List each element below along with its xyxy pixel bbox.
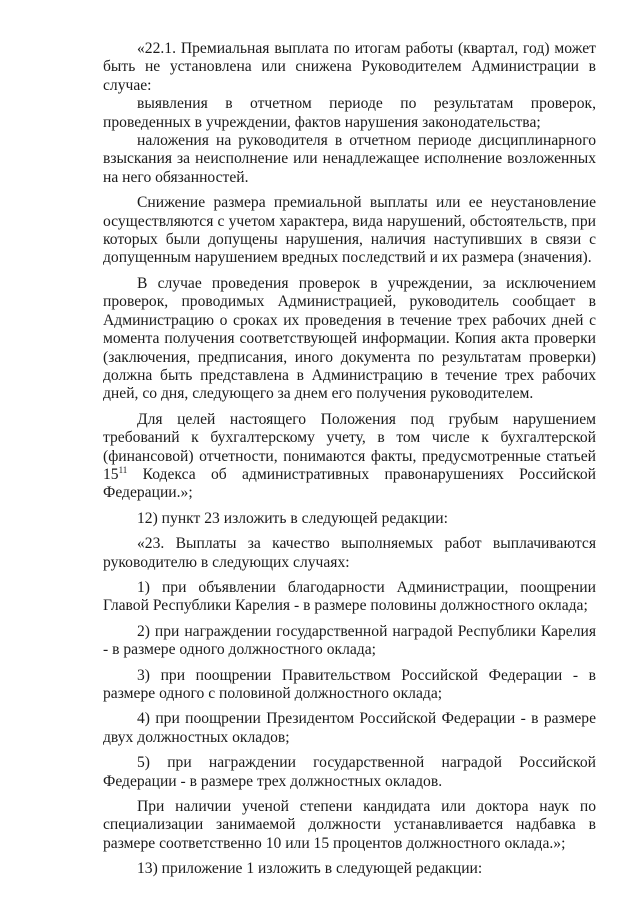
paragraph-case-4: 4) при поощрении Президентом Российской Федерации - в размере двух должностных окладов;: [103, 710, 596, 746]
paragraph-disciplinary: наложения на руководителя в отчетном периоде дисциплинарного взыскания за неисполнение или ненадлежащее исполнение возложенных на него обязанностей.: [103, 132, 596, 186]
paragraph-23: «23. Выплаты за качество выполняемых работ выплачиваются руководителю в следующих случаях:: [103, 535, 596, 571]
gross-violation-text: Для целей настоящего Положения под грубым нарушением требований к бухгалтерскому учету, в том числе к бухгалтерской (финансовой) отчетности, понимаются факты, предусмотренные статьей 15: [103, 410, 596, 483]
article-superscript: 11: [118, 464, 128, 475]
paragraph-inspections: В случае проведения проверок в учреждении, за исключением проверок, проводимых Администрацией, руководитель сообщает в Администрацию о сроках их проведения в течение трех рабочих дней с момента получения соответствующей информации. Копия акта проверки (заключения, предписания, иного документа по результатам проверки) должна быть представлена в Администрацию в течение трех рабочих дней, со дня, следующего за днем его получения руководителем.: [103, 274, 596, 403]
paragraph-case-1: 1) при объявлении благодарности Администрации, поощрении Главой Республики Карелия - в размере половины должностного оклада;: [103, 578, 596, 615]
paragraph-item-12: 12) пункт 23 изложить в следующей редакции:: [137, 509, 448, 527]
paragraph-reduction: Снижение размера премиальной выплаты или ее неустановление осуществляются с учетом характера, вида нарушений, обстоятельств, при которых были допущены нарушения, наличия наступивших в связи с допущенным нарушением вредных последствий и их размера (значения).: [103, 194, 596, 267]
paragraph-item-13: 13) приложение 1 изложить в следующей редакции:: [137, 860, 483, 878]
paragraph-case-5: 5) при награждении государственной наградой Российской Федерации - в размере трех должностных окладов.: [103, 754, 596, 790]
paragraph-case-3: 3) при поощрении Правительством Российской Федерации - в размере одного с половиной должностного оклада;: [103, 666, 596, 702]
paragraph-violations: выявления в отчетном периоде по результатам проверок, проведенных в учреждении, фактов нарушения законодательства;: [103, 95, 596, 131]
paragraph-case-2: 2) при награждении государственной наградой Республики Карелия - в размере одного должностного оклада;: [103, 622, 596, 659]
paragraph-degree-allowance: При наличии ученой степени кандидата или доктора наук по специализации занимаемой должности устанавливается надбавка в размере соответственно 10 или 15 процентов должностного оклада.»;: [103, 798, 596, 852]
paragraph-gross-violation: [103, 411, 596, 503]
gross-violation-text-end: Кодекса об административных правонарушениях Российской Федерации.»;: [103, 465, 596, 502]
paragraph-22-1: «22.1. Премиальная выплата по итогам работы (квартал, год) может быть не установлена или снижена Руководителем Администрации в случае:: [103, 40, 596, 94]
